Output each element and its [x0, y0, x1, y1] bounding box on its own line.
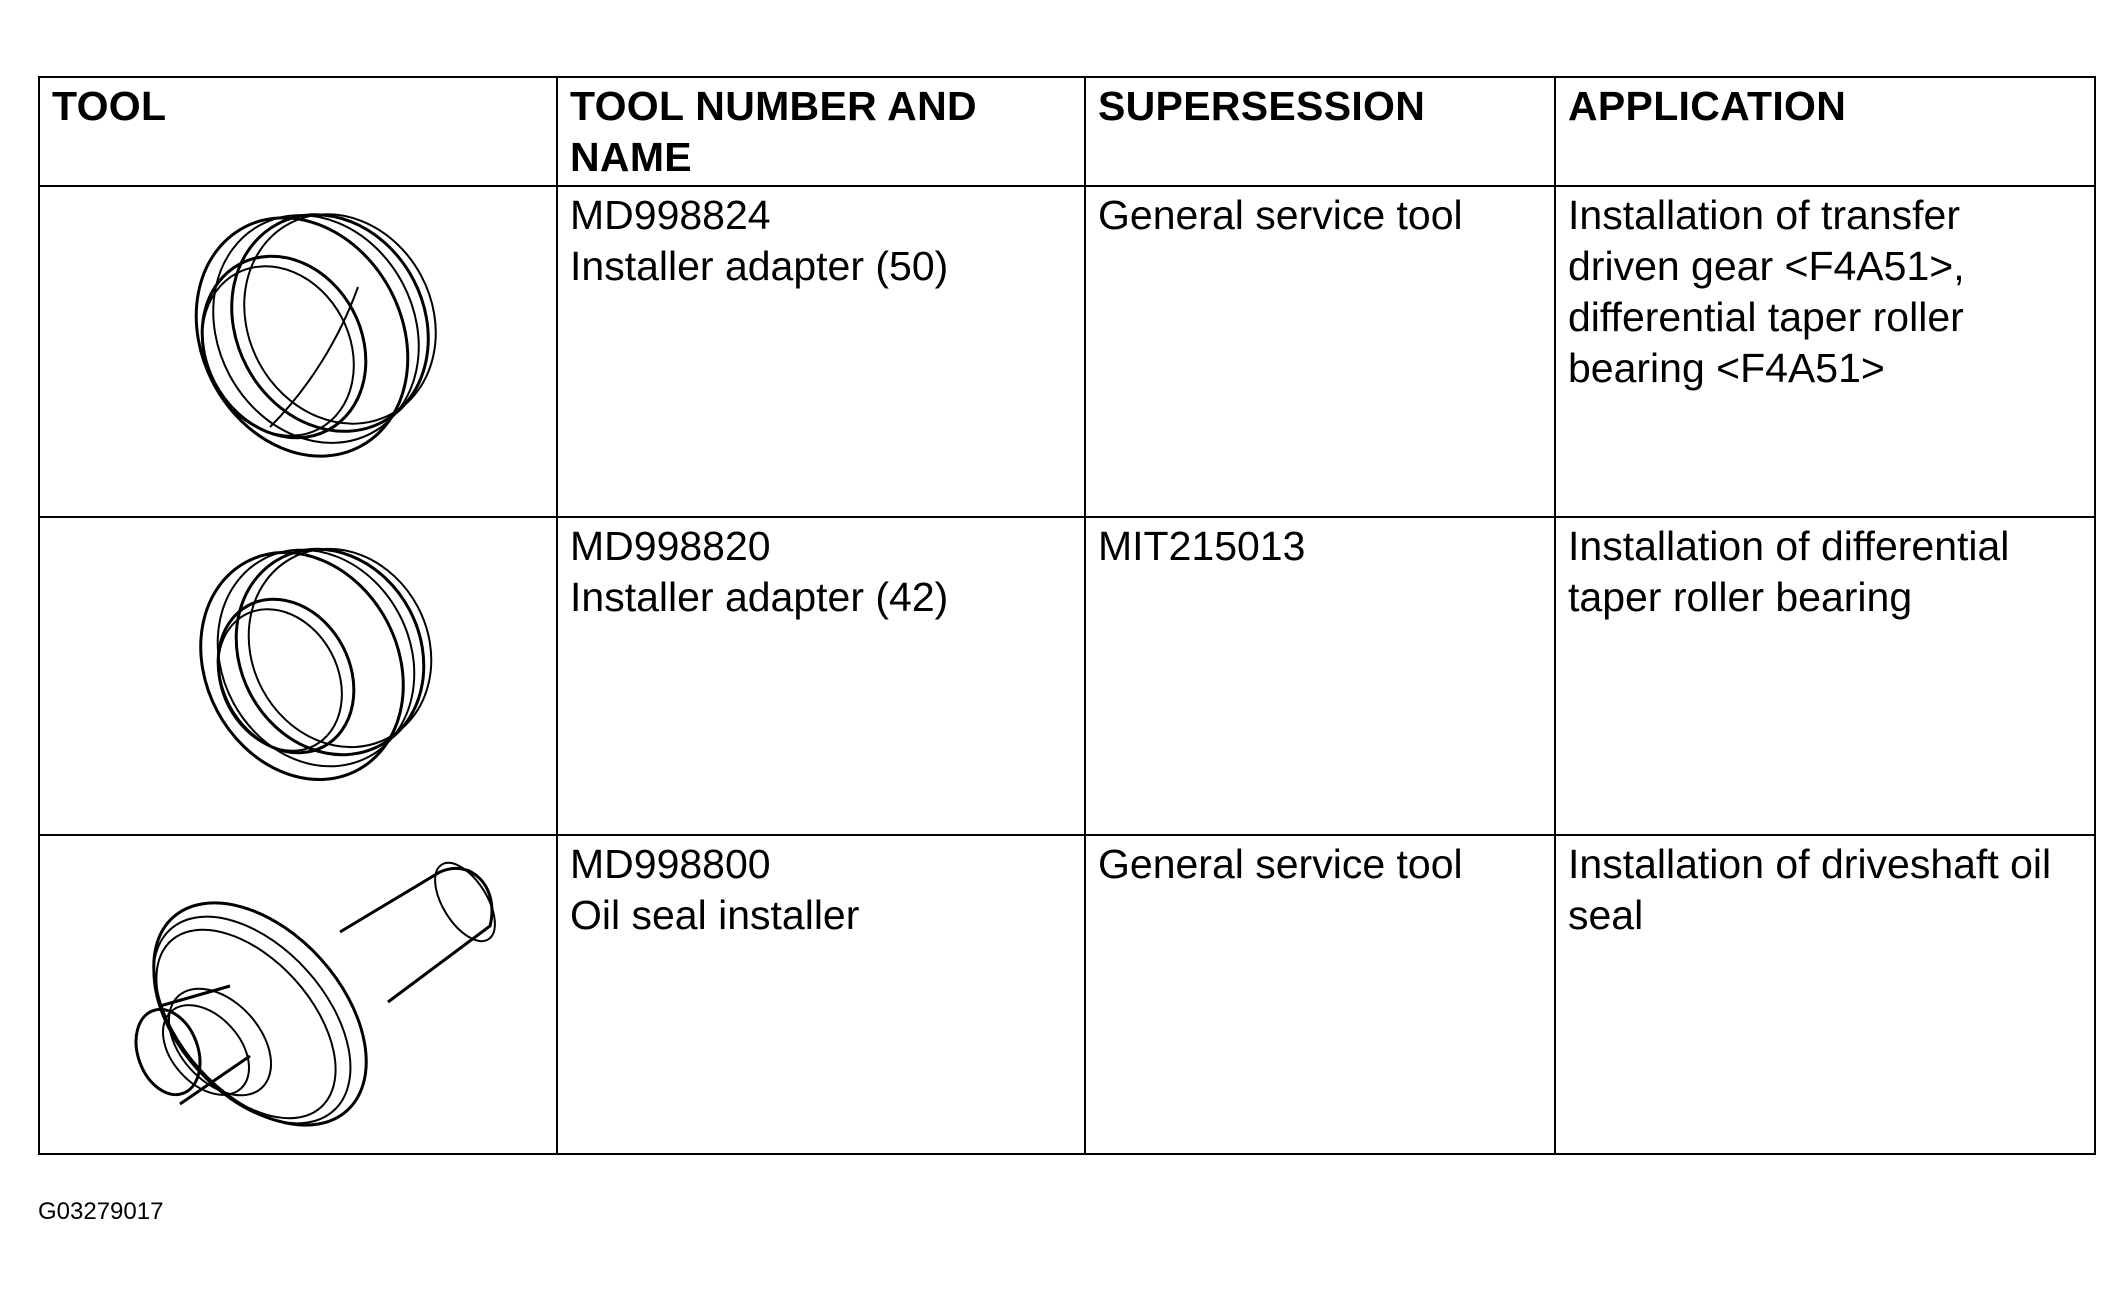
figure-id: G03279017 — [38, 1198, 164, 1225]
tool-number-and-name-cell — [557, 835, 1085, 1154]
tool-name: Installer adapter (50) — [570, 243, 949, 289]
header-tool: TOOL — [39, 77, 557, 186]
tool-number: MD998800 — [570, 841, 771, 887]
header-row — [39, 77, 2095, 186]
tool-name: Oil seal installer — [570, 892, 860, 938]
special-tools-table — [38, 76, 2096, 1155]
installer-adapter-ring-icon — [40, 518, 558, 834]
supersession-cell: General service tool — [1085, 835, 1555, 1154]
table-row — [39, 517, 2095, 835]
tool-image-cell — [39, 517, 557, 835]
application-cell: Installation of transfer driven gear <F4A51>, differential taper roller bearing <F4A51> — [1555, 186, 2095, 517]
table-row — [39, 835, 2095, 1154]
header-supersession: SUPERSESSION — [1085, 77, 1555, 186]
table-row — [39, 186, 2095, 517]
tool-number-and-name-cell — [557, 517, 1085, 835]
application-cell: Installation of differential taper roller bearing — [1555, 517, 2095, 835]
oil-seal-installer-icon — [40, 836, 558, 1154]
supersession-cell: General service tool — [1085, 186, 1555, 517]
header-tool-number-and-name: TOOL NUMBER AND NAME — [557, 77, 1085, 186]
tool-image-cell — [39, 835, 557, 1154]
tool-number-and-name-cell — [557, 186, 1085, 517]
header-application: APPLICATION — [1555, 77, 2095, 186]
supersession-cell: MIT215013 — [1085, 517, 1555, 835]
tool-image-cell — [39, 186, 557, 517]
tool-number: MD998824 — [570, 192, 771, 238]
tool-name: Installer adapter (42) — [570, 574, 949, 620]
application-cell: Installation of driveshaft oil seal — [1555, 835, 2095, 1154]
tool-number: MD998820 — [570, 523, 771, 569]
installer-adapter-ring-icon — [40, 187, 558, 517]
